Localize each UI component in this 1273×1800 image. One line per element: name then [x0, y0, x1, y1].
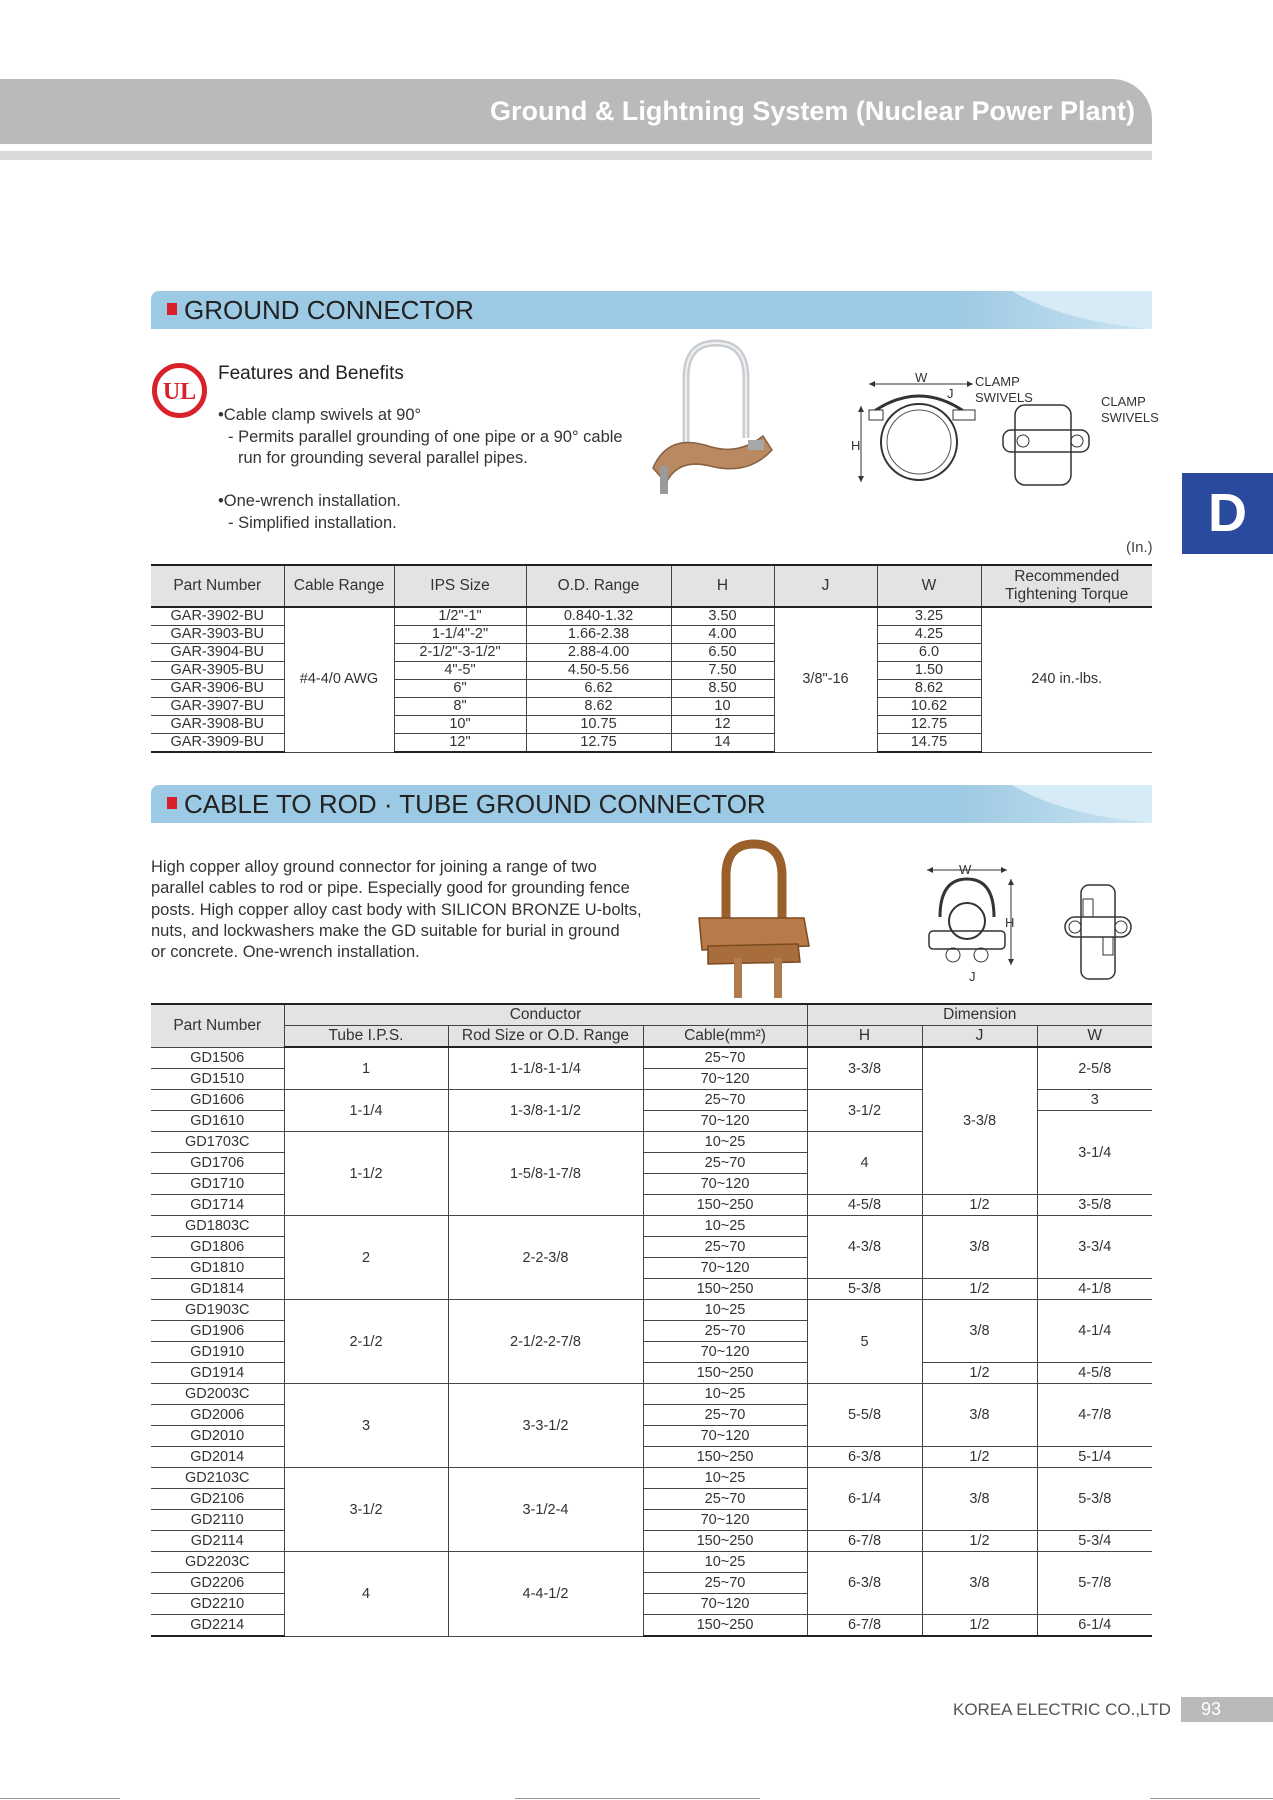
cell-h: 4-3/8	[807, 1216, 922, 1279]
cell-part-number: GD2214	[151, 1615, 284, 1637]
cell-part-number: GD1914	[151, 1363, 284, 1384]
footer-rule	[515, 1798, 760, 1799]
rod-tube-connector-photo	[694, 838, 812, 1003]
cell-j: 1/2	[922, 1279, 1037, 1300]
cell-cable: 150~250	[643, 1531, 807, 1552]
description-line: High copper alloy ground connector for joining a range of two	[151, 858, 597, 876]
cell-cable: 25~70	[643, 1090, 807, 1111]
cell-part-number: GD2103C	[151, 1468, 284, 1489]
cell-ips-size: 6"	[394, 680, 526, 698]
cell-h: 14	[671, 734, 774, 753]
col-header-cable: Cable(mm²)	[643, 1026, 807, 1048]
cell-h: 6-3/8	[807, 1447, 922, 1468]
cell-cable: 25~70	[643, 1047, 807, 1069]
diagram-label-swivels-1: SWIVELS	[975, 390, 1033, 405]
cell-j: 1/2	[922, 1531, 1037, 1552]
rod-tube-connector-table-body	[151, 1047, 1152, 1636]
cell-h: 4	[807, 1132, 922, 1195]
col-header-h: H	[671, 565, 774, 607]
cell-cable: 150~250	[643, 1615, 807, 1637]
cell-w: 12.75	[877, 716, 981, 734]
dim-label-h: H	[1005, 915, 1015, 930]
cell-w: 4.25	[877, 626, 981, 644]
cell-part-number: GAR-3902-BU	[151, 607, 284, 626]
col-group-conductor: Conductor	[284, 1004, 807, 1026]
cell-tube-ips: 1	[284, 1047, 448, 1090]
cell-od-range: 2.88-4.00	[526, 644, 671, 662]
cell-h: 3-3/8	[807, 1047, 922, 1090]
cell-part-number: GD1906	[151, 1321, 284, 1342]
cell-w: 3.25	[877, 607, 981, 626]
section-title: CABLE TO ROD · TUBE GROUND CONNECTOR	[184, 789, 766, 819]
chapter-tab: D	[1182, 473, 1273, 554]
cell-w: 5-3/8	[1037, 1468, 1152, 1531]
cell-cable: 10~25	[643, 1300, 807, 1321]
feature-bullet-2-detail: - Simplified installation.	[228, 514, 397, 532]
cell-h: 4.00	[671, 626, 774, 644]
cell-h: 6-7/8	[807, 1531, 922, 1552]
cell-cable: 70~120	[643, 1342, 807, 1363]
cell-cable: 10~25	[643, 1216, 807, 1237]
cell-j: 1/2	[922, 1363, 1037, 1384]
section-title-bar	[151, 785, 1152, 823]
cell-h: 4-5/8	[807, 1195, 922, 1216]
cell-cable: 10~25	[643, 1468, 807, 1489]
col-header-torque-line-1: Recommended	[1014, 568, 1120, 585]
ul-logo-text: UL	[162, 379, 197, 405]
cell-tube-ips: 2	[284, 1216, 448, 1300]
description-line: or concrete. One-wrench installation.	[151, 943, 420, 962]
dim-label-h: H	[851, 438, 861, 453]
cell-w: 3	[1037, 1090, 1152, 1111]
cell-j: 3/8	[922, 1300, 1037, 1363]
section-marker	[167, 797, 177, 809]
cell-part-number: GD2203C	[151, 1552, 284, 1573]
cell-part-number: GD1703C	[151, 1132, 284, 1153]
cell-torque: 240 in.-lbs.	[981, 607, 1152, 752]
feature-bullet-1-detail-a: - Permits parallel grounding of one pipe or a 90° cable	[228, 428, 623, 446]
cell-part-number: GD1510	[151, 1069, 284, 1090]
product-description	[151, 857, 642, 963]
ground-connector-table-body	[151, 607, 1152, 752]
cell-part-number: GD2006	[151, 1405, 284, 1426]
footer-rule	[1150, 1798, 1273, 1799]
cell-w: 3-3/4	[1037, 1216, 1152, 1279]
cell-part-number: GD1810	[151, 1258, 284, 1279]
cell-cable: 25~70	[643, 1153, 807, 1174]
table-header-row	[151, 565, 1152, 607]
ul-logo	[151, 362, 208, 419]
cell-rod-size: 1-1/8-1-1/4	[448, 1047, 643, 1090]
section-bar-wave	[972, 291, 1152, 329]
cell-od-range: 10.75	[526, 716, 671, 734]
col-header-rod-size: Rod Size or O.D. Range	[448, 1026, 643, 1048]
cell-part-number: GD1803C	[151, 1216, 284, 1237]
cell-h: 6-1/4	[807, 1468, 922, 1531]
cell-part-number: GD2114	[151, 1531, 284, 1552]
cell-w: 4-1/8	[1037, 1279, 1152, 1300]
page-header-title: Ground & Lightning System (Nuclear Power Plant)	[489, 96, 1135, 126]
cell-w: 3-5/8	[1037, 1195, 1152, 1216]
diagram-label-clamp-2: CLAMP	[1101, 394, 1146, 409]
col-header-cable-range: Cable Range	[284, 565, 394, 607]
cell-w: 4-5/8	[1037, 1363, 1152, 1384]
cell-ips-size: 2-1/2"-3-1/2"	[394, 644, 526, 662]
dim-label-w: W	[959, 862, 972, 877]
cell-tube-ips: 1-1/4	[284, 1090, 448, 1132]
cell-part-number: GD1806	[151, 1237, 284, 1258]
cell-rod-size: 2-2-3/8	[448, 1216, 643, 1300]
cell-ips-size: 1-1/4"-2"	[394, 626, 526, 644]
cell-cable: 10~25	[643, 1384, 807, 1405]
ground-connector-table	[151, 564, 1152, 753]
col-header-w: W	[1037, 1026, 1152, 1048]
ground-connector-diagram	[851, 370, 1160, 500]
col-header-torque-line-2: Tightening Torque	[1005, 586, 1129, 603]
cell-ips-size: 10"	[394, 716, 526, 734]
cell-part-number: GAR-3909-BU	[151, 734, 284, 753]
cell-h: 6.50	[671, 644, 774, 662]
page-number: 93	[1181, 1697, 1273, 1722]
cell-rod-size: 4-4-1/2	[448, 1552, 643, 1637]
section-marker	[167, 303, 177, 315]
table-row	[151, 1552, 1152, 1573]
col-header-j: J	[774, 565, 877, 607]
cell-w: 6-1/4	[1037, 1615, 1152, 1637]
cell-cable: 70~120	[643, 1510, 807, 1531]
cell-part-number: GD1910	[151, 1342, 284, 1363]
feature-bullet-1-detail-b: run for grounding several parallel pipes.	[238, 449, 528, 467]
cell-j: 3/8	[922, 1216, 1037, 1279]
cell-tube-ips: 3	[284, 1384, 448, 1468]
cell-cable: 10~25	[643, 1552, 807, 1573]
cell-w: 8.62	[877, 680, 981, 698]
cell-cable: 10~25	[643, 1132, 807, 1153]
cell-j: 1/2	[922, 1615, 1037, 1637]
cell-w: 6.0	[877, 644, 981, 662]
cell-rod-size: 3-3-1/2	[448, 1384, 643, 1468]
cell-tube-ips: 4	[284, 1552, 448, 1637]
cell-w: 2-5/8	[1037, 1047, 1152, 1090]
description-line: posts. High copper alloy cast body with SILICON BRONZE U-bolts,	[151, 900, 642, 919]
col-group-dimension: Dimension	[807, 1004, 1152, 1026]
cell-cable: 70~120	[643, 1111, 807, 1132]
cell-part-number: GD2003C	[151, 1384, 284, 1405]
cell-j: 1/2	[922, 1447, 1037, 1468]
cell-part-number: GD2210	[151, 1594, 284, 1615]
cell-cable: 150~250	[643, 1447, 807, 1468]
cell-part-number: GAR-3905-BU	[151, 662, 284, 680]
cell-j: 1/2	[922, 1195, 1037, 1216]
cell-cable: 25~70	[643, 1489, 807, 1510]
cell-part-number: GAR-3906-BU	[151, 680, 284, 698]
cell-rod-size: 2-1/2-2-7/8	[448, 1300, 643, 1384]
cell-tube-ips: 2-1/2	[284, 1300, 448, 1384]
cell-cable: 25~70	[643, 1573, 807, 1594]
col-header-part-number: Part Number	[151, 1004, 284, 1047]
cell-h: 5-5/8	[807, 1384, 922, 1447]
header-divider	[0, 151, 1152, 160]
table-subheader-row	[151, 1026, 1152, 1048]
cell-w: 5-1/4	[1037, 1447, 1152, 1468]
col-header-j: J	[922, 1026, 1037, 1048]
cell-ips-size: 1/2"-1"	[394, 607, 526, 626]
cell-cable: 70~120	[643, 1258, 807, 1279]
table-row	[151, 1468, 1152, 1489]
cell-w: 1.50	[877, 662, 981, 680]
cell-h: 5	[807, 1300, 922, 1384]
cell-part-number: GAR-3907-BU	[151, 698, 284, 716]
cell-part-number: GAR-3908-BU	[151, 716, 284, 734]
cell-w: 14.75	[877, 734, 981, 753]
dim-label-j: J	[947, 386, 954, 401]
cell-h: 6-7/8	[807, 1615, 922, 1637]
cell-od-range: 0.840-1.32	[526, 607, 671, 626]
table-row	[151, 1300, 1152, 1321]
table-row	[151, 1047, 1152, 1069]
cell-j: 3/8	[922, 1552, 1037, 1615]
table-row	[151, 1216, 1152, 1237]
dim-label-w: W	[915, 370, 928, 385]
cell-part-number: GD2010	[151, 1426, 284, 1447]
col-header-od-range: O.D. Range	[526, 565, 671, 607]
cell-j: 3/8	[922, 1468, 1037, 1531]
col-header-torque	[981, 565, 1152, 607]
section-title-bar	[151, 291, 1152, 329]
rod-tube-connector-table	[151, 1003, 1152, 1637]
section-title: GROUND CONNECTOR	[184, 295, 474, 325]
cell-h: 12	[671, 716, 774, 734]
description-line: nuts, and lockwashers make the GD suitable for burial in ground	[151, 921, 620, 940]
cell-cable: 150~250	[643, 1195, 807, 1216]
feature-bullet-1: •Cable clamp swivels at 90°	[218, 406, 422, 424]
cell-h: 5-3/8	[807, 1279, 922, 1300]
rod-tube-connector-diagram	[915, 855, 1145, 990]
cell-part-number: GD2106	[151, 1489, 284, 1510]
cell-cable: 150~250	[643, 1363, 807, 1384]
cell-part-number: GD1814	[151, 1279, 284, 1300]
cell-w: 4-7/8	[1037, 1384, 1152, 1447]
cell-tube-ips: 1-1/2	[284, 1132, 448, 1216]
col-header-tube-ips: Tube I.P.S.	[284, 1026, 448, 1048]
cell-j: 3-3/8	[922, 1047, 1037, 1195]
cell-part-number: GD1506	[151, 1047, 284, 1069]
ground-connector-photo	[648, 338, 778, 508]
col-header-ips-size: IPS Size	[394, 565, 526, 607]
cell-w: 3-1/4	[1037, 1111, 1152, 1195]
cell-part-number: GD1710	[151, 1174, 284, 1195]
footer-company: KOREA ELECTRIC CO.,LTD	[953, 1700, 1171, 1719]
cell-ips-size: 8"	[394, 698, 526, 716]
cell-part-number: GD1714	[151, 1195, 284, 1216]
diagram-label-clamp-1: CLAMP	[975, 374, 1020, 389]
cell-od-range: 1.66-2.38	[526, 626, 671, 644]
section-bar-wave	[972, 785, 1152, 823]
cell-j: 3/8"-16	[774, 607, 877, 752]
cell-cable: 70~120	[643, 1174, 807, 1195]
col-header-h: H	[807, 1026, 922, 1048]
cell-rod-size: 1-3/8-1-1/2	[448, 1090, 643, 1132]
cell-part-number: GAR-3904-BU	[151, 644, 284, 662]
cell-part-number: GAR-3903-BU	[151, 626, 284, 644]
table-row	[151, 607, 1152, 626]
cell-w: 5-7/8	[1037, 1552, 1152, 1615]
cell-part-number: GD1606	[151, 1090, 284, 1111]
cell-part-number: GD1706	[151, 1153, 284, 1174]
table-row	[151, 1384, 1152, 1405]
cell-h: 8.50	[671, 680, 774, 698]
cell-od-range: 8.62	[526, 698, 671, 716]
cell-od-range: 4.50-5.56	[526, 662, 671, 680]
cell-h: 3-1/2	[807, 1090, 922, 1132]
cell-cable: 25~70	[643, 1405, 807, 1426]
cell-part-number: GD2014	[151, 1447, 284, 1468]
description-line: parallel cables to rod or pipe. Especially good for grounding fence	[151, 879, 630, 898]
cell-cable: 25~70	[643, 1321, 807, 1342]
cell-w: 4-1/4	[1037, 1300, 1152, 1363]
cell-cable: 25~70	[643, 1237, 807, 1258]
col-header-w: W	[877, 565, 981, 607]
cell-ips-size: 4"-5"	[394, 662, 526, 680]
col-header-part-number: Part Number	[151, 565, 284, 607]
cell-od-range: 12.75	[526, 734, 671, 753]
features-heading: Features and Benefits	[218, 363, 404, 384]
cell-w: 5-3/4	[1037, 1531, 1152, 1552]
cell-cable: 70~120	[643, 1069, 807, 1090]
cell-rod-size: 1-5/8-1-7/8	[448, 1132, 643, 1216]
cell-part-number: GD2206	[151, 1573, 284, 1594]
cell-h: 3.50	[671, 607, 774, 626]
cell-rod-size: 3-1/2-4	[448, 1468, 643, 1552]
cell-cable-range: #4-4/0 AWG	[284, 607, 394, 752]
cell-part-number: GD1610	[151, 1111, 284, 1132]
cell-cable: 150~250	[643, 1279, 807, 1300]
unit-label: (In.)	[1126, 539, 1153, 556]
cell-h: 6-3/8	[807, 1552, 922, 1615]
page-header-band	[0, 79, 1152, 144]
cell-od-range: 6.62	[526, 680, 671, 698]
cell-cable: 70~120	[643, 1594, 807, 1615]
feature-bullet-2: •One-wrench installation.	[218, 492, 401, 510]
cell-h: 7.50	[671, 662, 774, 680]
dim-label-j: J	[969, 969, 976, 984]
cell-cable: 70~120	[643, 1426, 807, 1447]
cell-part-number: GD2110	[151, 1510, 284, 1531]
cell-w: 10.62	[877, 698, 981, 716]
cell-h: 10	[671, 698, 774, 716]
cell-part-number: GD1903C	[151, 1300, 284, 1321]
cell-ips-size: 12"	[394, 734, 526, 753]
cell-j: 3/8	[922, 1384, 1037, 1447]
footer-rule	[0, 1798, 120, 1799]
table-header-row	[151, 1004, 1152, 1026]
diagram-label-swivels-2: SWIVELS	[1101, 410, 1159, 425]
cell-tube-ips: 3-1/2	[284, 1468, 448, 1552]
